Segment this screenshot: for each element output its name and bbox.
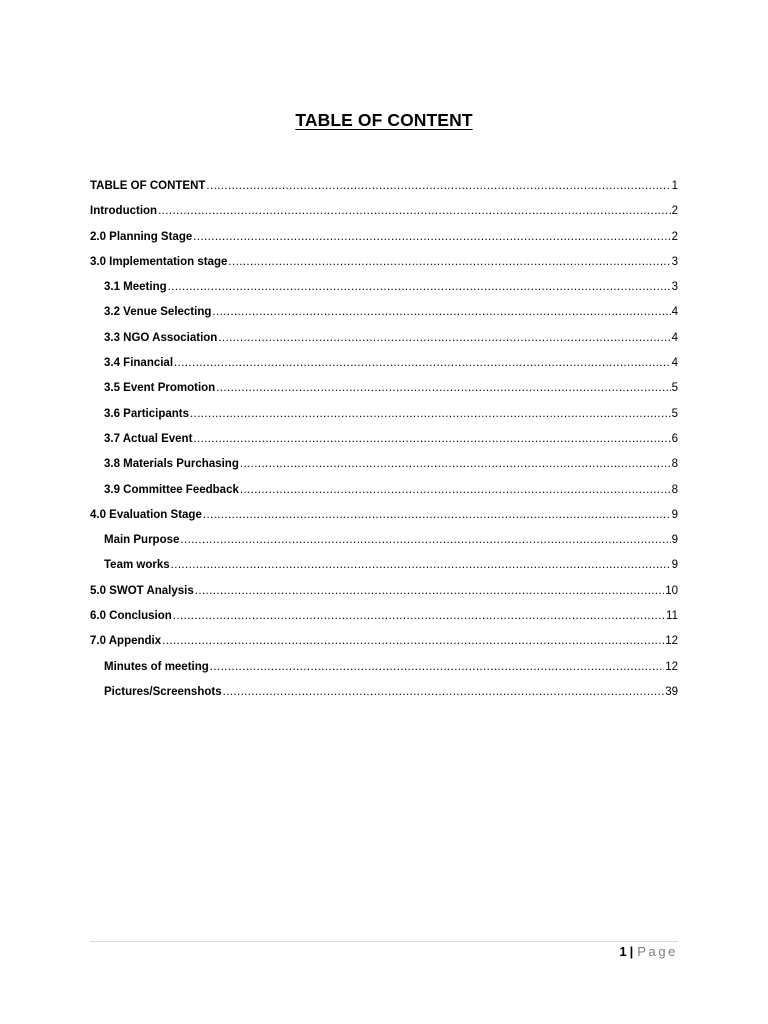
toc-dot-leader (206, 176, 670, 196)
toc-dot-leader (240, 480, 671, 500)
toc-entry-title: 3.4 Financial (104, 357, 174, 370)
toc-entry[interactable] (90, 429, 678, 454)
toc-entry[interactable] (90, 404, 678, 429)
toc-dot-leader (174, 353, 671, 373)
toc-dot-leader (162, 631, 664, 651)
toc-entry[interactable] (90, 581, 678, 606)
footer-page-number: 1 (619, 944, 627, 959)
toc-entry[interactable] (90, 530, 678, 555)
toc-entry-title: 5.0 SWOT Analysis (90, 584, 194, 597)
toc-entry-page-number: 8 (671, 483, 678, 496)
toc-entry-page-number: 11 (666, 610, 678, 623)
toc-dot-leader (193, 429, 670, 449)
toc-entry-page-number: 5 (671, 382, 678, 395)
toc-entry-page-number: 3 (671, 255, 678, 268)
toc-entry-title: TABLE OF CONTENT (90, 180, 206, 192)
toc-entry-title: 3.0 Implementation stage (90, 255, 228, 268)
toc-entry-page-number: 12 (665, 635, 678, 648)
footer-divider (90, 941, 678, 942)
toc-entry-title: 3.6 Participants (104, 407, 190, 420)
toc-entry-title: 3.8 Materials Purchasing (104, 458, 239, 471)
toc-dot-leader (190, 404, 671, 424)
toc-entry[interactable] (90, 505, 678, 530)
toc-dot-leader (180, 530, 670, 550)
toc-entry-page-number: 9 (671, 508, 678, 521)
toc-entry-title: 3.3 NGO Association (104, 331, 218, 344)
toc-entry[interactable] (90, 454, 678, 479)
toc-entry-title: Pictures/Screenshots (104, 685, 222, 698)
toc-entry-title: Team works (104, 559, 170, 572)
toc-entry-title: 3.1 Meeting (104, 281, 167, 294)
toc-dot-leader (218, 328, 670, 348)
toc-entry[interactable] (90, 480, 678, 505)
table-of-contents (90, 176, 678, 707)
toc-entry[interactable] (90, 201, 678, 226)
toc-entry-title: Main Purpose (104, 534, 180, 547)
toc-entry-title: 3.7 Actual Event (104, 432, 193, 445)
toc-entry[interactable] (90, 378, 678, 403)
toc-entry[interactable] (90, 227, 678, 252)
footer-page-label: Page (637, 944, 678, 959)
toc-entry-page-number: 2 (671, 230, 678, 243)
toc-dot-leader (228, 252, 670, 272)
toc-entry-page-number: 9 (671, 559, 678, 572)
toc-entry-page-number: 1 (671, 180, 678, 192)
footer-separator: | (629, 944, 634, 959)
toc-entry[interactable] (90, 606, 678, 631)
toc-dot-leader (173, 606, 665, 626)
toc-dot-leader (212, 302, 670, 322)
toc-dot-leader (240, 454, 671, 474)
toc-entry[interactable] (90, 302, 678, 327)
toc-entry-page-number: 9 (671, 534, 678, 547)
toc-entry-title: 4.0 Evaluation Stage (90, 508, 202, 521)
toc-dot-leader (216, 378, 670, 398)
toc-entry-page-number: 4 (671, 306, 678, 319)
toc-entry-page-number: 10 (665, 584, 678, 597)
toc-entry-page-number: 4 (671, 331, 678, 344)
toc-dot-leader (203, 505, 671, 525)
toc-dot-leader (168, 277, 671, 297)
toc-entry-title: 6.0 Conclusion (90, 610, 172, 623)
toc-entry-page-number: 39 (665, 685, 678, 698)
toc-entry-title: 3.2 Venue Selecting (104, 306, 212, 319)
toc-dot-leader (171, 555, 671, 575)
toc-entry-page-number: 8 (671, 458, 678, 471)
toc-entry-page-number: 4 (671, 357, 678, 370)
toc-dot-leader (195, 581, 664, 601)
toc-dot-leader (158, 201, 671, 221)
toc-dot-leader (193, 227, 670, 247)
page-title: TABLE OF CONTENT (295, 110, 473, 130)
toc-entry-title: 2.0 Planning Stage (90, 230, 193, 243)
toc-entry-page-number: 2 (671, 205, 678, 218)
toc-entry-title: Minutes of meeting (104, 660, 209, 673)
toc-entry-page-number: 6 (671, 432, 678, 445)
toc-entry[interactable] (90, 176, 678, 201)
toc-dot-leader (223, 682, 665, 702)
toc-entry-title: 7.0 Appendix (90, 635, 162, 648)
toc-entry[interactable] (90, 353, 678, 378)
toc-entry[interactable] (90, 555, 678, 580)
toc-entry[interactable] (90, 277, 678, 302)
page-footer (619, 943, 678, 961)
toc-entry[interactable] (90, 631, 678, 656)
toc-entry-page-number: 5 (671, 407, 678, 420)
toc-entry-page-number: 12 (665, 660, 678, 673)
toc-entry[interactable] (90, 252, 678, 277)
toc-entry[interactable] (90, 657, 678, 682)
toc-entry[interactable] (90, 682, 678, 707)
toc-entry[interactable] (90, 328, 678, 353)
toc-entry-page-number: 3 (671, 281, 678, 294)
toc-entry-title: 3.5 Event Promotion (104, 382, 216, 395)
toc-dot-leader (210, 657, 664, 677)
toc-entry-title: 3.9 Committee Feedback (104, 483, 239, 496)
toc-entry-title: Introduction (90, 205, 158, 218)
